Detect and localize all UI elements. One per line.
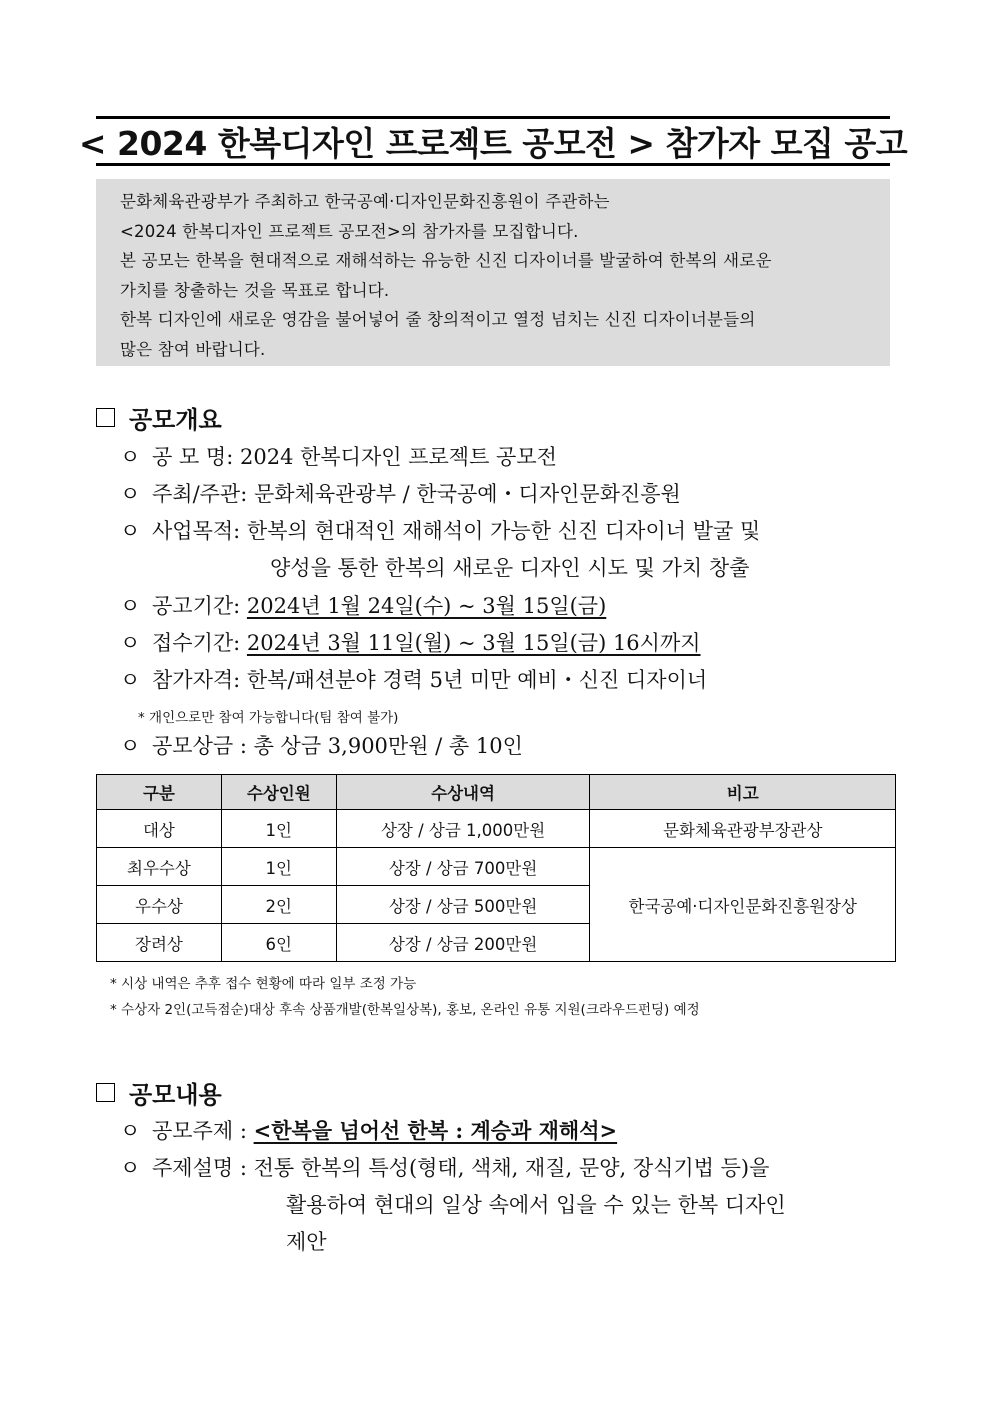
prize-label: 공모상금 — [152, 734, 234, 758]
bullet-icon: ㅇ — [120, 445, 141, 469]
prize-value: : 총 상금 3,900만원 / 총 10인 — [239, 734, 523, 758]
overview-prize-item — [120, 728, 896, 765]
host-value: 문화체육관광부 / 한국공예・디자인문화진흥원 — [253, 482, 681, 506]
table-cell: 6인 — [221, 924, 336, 962]
table-header-cell: 수상인원 — [221, 775, 336, 810]
eligibility-label: 참가자격: — [152, 668, 241, 692]
table-header-cell: 구분 — [97, 775, 222, 810]
intro-box — [96, 179, 890, 366]
intro-line: 많은 참여 바랍니다. — [120, 339, 266, 359]
host-label: 주최/주관: — [152, 482, 248, 506]
bullet-icon: ㅇ — [120, 1119, 141, 1143]
theme-value: <한복을 넘어선 한복 : 계승과 재해석> — [253, 1118, 618, 1143]
overview-heading — [96, 400, 222, 435]
table-header-cell: 비고 — [590, 775, 896, 810]
content-desc-item — [120, 1150, 896, 1187]
table-cell: 상장 / 상금 700만원 — [336, 848, 590, 886]
notice-value: 2024년 1월 24일(수) ~ 3월 15일(금) — [246, 594, 607, 618]
overview-heading-text: 공모개요 — [129, 406, 222, 434]
overview-receipt-item — [120, 625, 896, 662]
checkbox-square-icon — [96, 1083, 115, 1102]
prize-table — [96, 774, 896, 962]
intro-line: 본 공모는 한복을 현대적으로 재해석하는 유능한 신진 디자이너를 발굴하여 한복의 새로운 — [120, 251, 772, 270]
purpose-label: 사업목적: — [152, 519, 241, 543]
bullet-icon: ㅇ — [120, 631, 141, 655]
desc-value-3: 제안 — [286, 1230, 327, 1254]
overview-purpose-item — [120, 513, 896, 550]
bullet-icon: ㅇ — [120, 734, 141, 758]
eligibility-note: * 개인으로만 참여 가능합니다(팀 참여 불가) — [138, 710, 399, 726]
table-row — [97, 810, 896, 848]
table-cell: 상장 / 상금 1,000만원 — [336, 810, 590, 848]
table-cell: 한국공예·디자인문화진흥원장상 — [590, 848, 896, 962]
table-cell: 상장 / 상금 500만원 — [336, 886, 590, 924]
notice-label: 공고기간: — [152, 594, 241, 618]
content-heading-text: 공모내용 — [129, 1081, 222, 1109]
table-row — [97, 848, 896, 886]
intro-line: 문화체육관광부가 주최하고 한국공예·디자인문화진흥원이 주관하는 — [120, 192, 610, 211]
table-cell: 대상 — [97, 810, 222, 848]
bullet-icon: ㅇ — [120, 668, 141, 692]
table-cell: 1인 — [221, 848, 336, 886]
desc-value-1: 전통 한복의 특성(형태, 색채, 재질, 문양, 장식기법 등)을 — [253, 1156, 770, 1180]
bullet-icon: ㅇ — [120, 594, 141, 618]
name-label: 공 모 명: — [152, 445, 234, 469]
purpose-value-2: 양성을 통한 한복의 새로운 디자인 시도 및 가치 창출 — [270, 556, 750, 580]
eligibility-value: 한복/패션분야 경력 5년 미만 예비・신진 디자이너 — [246, 668, 708, 692]
receipt-value: 2024년 3월 11일(월) ~ 3월 15일(금) 16시까지 — [246, 631, 701, 655]
name-value: 2024 한복디자인 프로젝트 공모전 — [239, 445, 557, 469]
theme-label: 공모주제 : — [152, 1119, 247, 1143]
table-cell: 우수상 — [97, 886, 222, 924]
intro-line: 한복 디자인에 새로운 영감을 불어넣어 줄 창의적이고 열정 넘치는 신진 디자이너분들의 — [120, 310, 756, 329]
page-title: < 2024 한복디자인 프로젝트 공모전 > 참가자 모집 공고 — [96, 116, 890, 166]
purpose-value-1: 한복의 현대적인 재해석이 가능한 신진 디자이너 발굴 및 — [246, 519, 761, 543]
table-cell: 최우수상 — [97, 848, 222, 886]
checkbox-square-icon — [96, 408, 115, 427]
table-cell: 2인 — [221, 886, 336, 924]
intro-line: <2024 한복디자인 프로젝트 공모전>의 참가자를 모집합니다. — [120, 221, 579, 241]
table-note: * 시상 내역은 추후 접수 현황에 따라 일부 조정 가능 — [110, 976, 417, 992]
table-cell: 1인 — [221, 810, 336, 848]
overview-host-item — [120, 476, 896, 513]
overview-name-item — [120, 439, 896, 476]
table-note: * 수상자 2인(고득점순)대상 후속 상품개발(한복일상복), 홍보, 온라인 유통 지원(크라우드펀딩) 예정 — [110, 1002, 700, 1018]
intro-line: 가치를 창출하는 것을 목표로 합니다. — [120, 280, 390, 300]
overview-eligibility-item — [120, 662, 896, 699]
bullet-icon: ㅇ — [120, 1156, 141, 1180]
content-heading — [96, 1075, 222, 1110]
bullet-icon: ㅇ — [120, 482, 141, 506]
bullet-icon: ㅇ — [120, 519, 141, 543]
table-cell: 상장 / 상금 200만원 — [336, 924, 590, 962]
receipt-label: 접수기간: — [152, 631, 241, 655]
table-cell: 문화체육관광부장관상 — [590, 810, 896, 848]
desc-label: 주제설명 : — [152, 1156, 247, 1180]
overview-notice-item — [120, 588, 896, 625]
table-header-cell: 수상내역 — [336, 775, 590, 810]
table-header-row — [97, 775, 896, 810]
table-cell: 장려상 — [97, 924, 222, 962]
content-theme-item — [120, 1112, 896, 1150]
desc-value-2: 활용하여 현대의 일상 속에서 입을 수 있는 한복 디자인 — [286, 1193, 786, 1217]
